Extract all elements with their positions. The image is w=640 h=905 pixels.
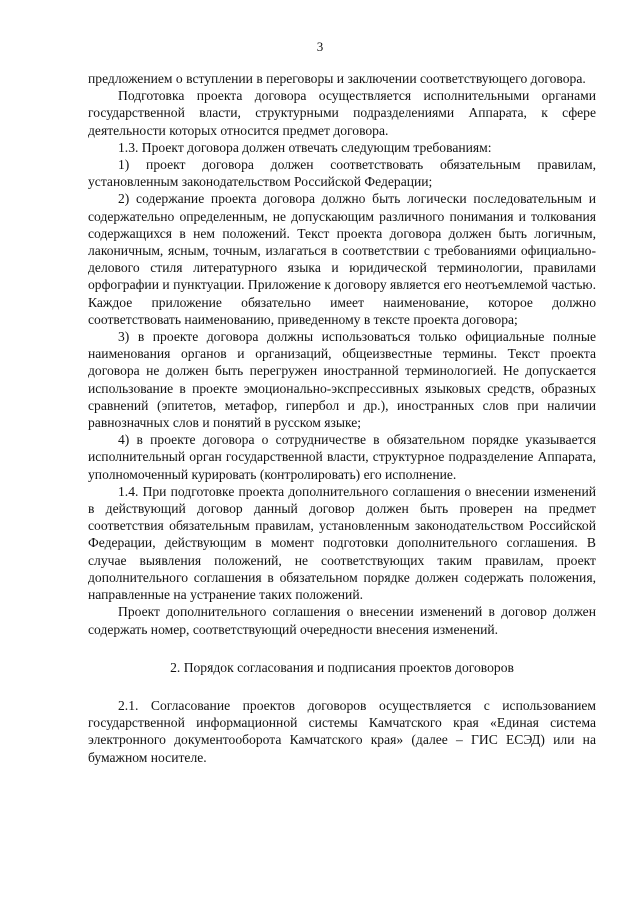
paragraph-1-3: 1.3. Проект договора должен отвечать следующим требованиям: [118,139,492,155]
paragraph-1-3-item-4: 4) в проекте договора о сотрудничестве в обязательном порядке указывается исполнительный орган государственной власти, структурное подразделение Аппарата, уполномоченный курировать (контролировать) его исполнение. [88,432,596,482]
paragraph-preparation: Подготовка проекта договора осуществляется исполнительными органами государственной власти, структурными подразделениями Аппарата, к сфере деятельности которых относится предмет договора. [88,88,596,138]
document-body [88,70,596,766]
paragraph-2-1: 2.1. Согласование проектов договоров осуществляется с использованием государственной информационной системы Камчатского края «Единая система электронного документооборота Камчатского края» (далее – ГИС ЕСЭД) или на бумажном носителе. [88,697,596,765]
paragraph-amendment-number: Проект дополнительного соглашения о внесении изменений в договор должен содержать номер, соответствующий очередности внесения изменений. [88,604,596,637]
paragraph-1-3-item-2: 2) содержание проекта договора должно быть логически последовательным и содержательно определенным, не допускающим различного понимания и толкования содержащихся в нем положений. Текст проекта договора должен быть логичным, лаконичным, ясным, точным, излагаться в соответствии с требованиями официально-делового стиля литературного языка и юридической терминологии, правилами орфографии и пунктуации. Приложение к договору является его неотъемлемой частью. Каждое приложение обязательно имеет наименование, которое должно соответствовать наименованию, приведенному в тексте проекта договора; [88,191,596,327]
page-number: 3 [316,39,324,54]
paragraph-1-3-item-3: 3) в проекте договора должны использоваться только официальные полные наименования органов и организаций, общеизвестные термины. Текст проекта договора не должен быть перегружен иностранной терминологией. Не допускается использование в проекте эмоционально-экспрессивных языковых средств, образных сравнений (эпитетов, метафор, гипербол и др.), иностранных слов при наличии равнозначных слов и понятий в русском языке; [88,329,596,431]
paragraph-1-3-item-1: 1) проект договора должен соответствовать обязательным правилам, установленным законодательством Российской Федерации; [88,157,596,190]
paragraph-1-4: 1.4. При подготовке проекта дополнительного соглашения о внесении изменений в действующий договор данный договор должен быть проверен на предмет соответствия обязательным правилам, установленным законодательством Российской Федерации, действующим в момент подготовки дополнительного соглашения. В случае выявления положений, не соответствующих таким правилам, проект дополнительного соглашения в обязательном порядке должен содержать положения, направленные на устранение таких положений. [88,483,596,603]
section-heading: 2. Порядок согласования и подписания проектов договоров [170,659,514,675]
paragraph-continuation: предложением о вступлении в переговоры и заключении соответствующего договора. [88,71,586,86]
